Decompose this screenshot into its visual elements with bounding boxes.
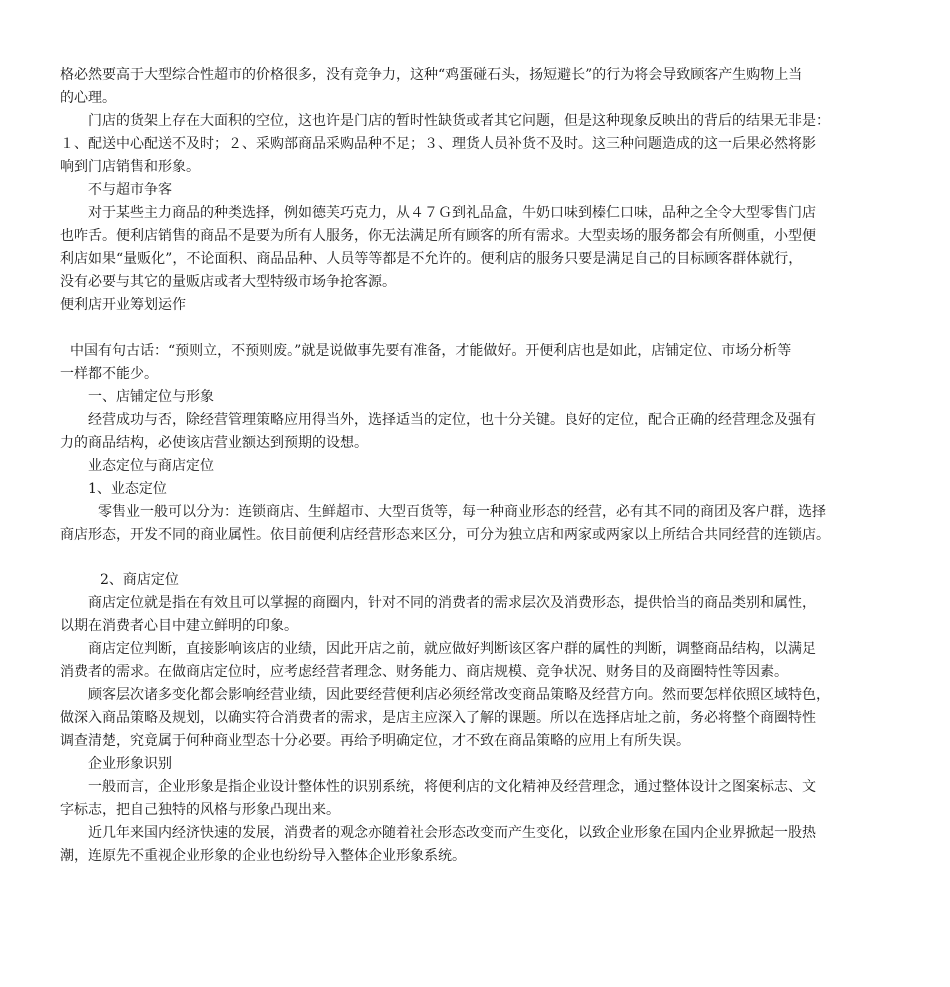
blank-line [60, 547, 912, 569]
text-line: 以期在消费者心目中建立鲜明的印象。 [60, 618, 298, 634]
section-title: 便利店开业筹划运作 [60, 297, 186, 313]
text-line: 潮，连原先不重视企业形象的企业也纷纷导入整体企业形象系统。 [60, 848, 466, 864]
text-line: 没有必要与其它的量贩店或者大型特级市场争抢客源。 [60, 274, 396, 290]
document-page [60, 64, 912, 868]
text-line: 利店如果“量贩化”，不论面积、商品品种、人员等等都是不允许的。便利店的服务只要是满足自己的目标顾客群体就行， [60, 251, 803, 267]
text-line: 门店的货架上存在大面积的空位，这也许是门店的暂时性缺货或者其它问题，但是这种现象反映出的背后的结果无非是： [88, 113, 830, 129]
text-line: 经营成功与否，除经营管理策略应用得当外，选择适当的定位，也十分关键。良好的定位，配合正确的经营理念及强有 [88, 412, 816, 428]
blank-line [60, 317, 912, 340]
text-line: 格必然要高于大型综合性超市的价格很多，没有竞争力，这种“鸡蛋碰石头，扬短避长”的行为将会导致顾客产生购物上当 [60, 67, 803, 83]
text-line: 一般而言，企业形象是指企业设计整体性的识别系统，将便利店的文化精神及经营理念，通过整体设计之图案标志、文 [88, 779, 816, 795]
text-line: 对于某些主力商品的种类选择，例如德芙巧克力，从４７Ｇ到礼品盒，牛奶口味到榛仁口味，品种之全令大型零售门店 [88, 205, 816, 221]
text-line: 顾客层次诸多变化都会影响经营业绩，因此要经营便利店必须经常改变商品策略及经营方向。然而要怎样依照区域特色， [88, 687, 830, 703]
section-heading: 1、业态定位 [88, 481, 167, 497]
text-line: 调查清楚，究竟属于何种商业型态十分必要。再给予明确定位，才不致在商品策略的应用上有所失误。 [60, 733, 690, 749]
text-line: 也咋舌。便利店销售的商品不是要为所有人服务，你无法满足所有顾客的所有需求。大型卖场的服务都会有所侧重，小型便 [60, 228, 816, 244]
text-line: 中国有句古话：“预则立，不预则废。”就是说做事先要有准备，才能做好。开便利店也是如此，店铺定位、市场分析等 [70, 343, 792, 359]
text-line: 做深入商品策略及规划，以确实符合消费者的需求，是店主应深入了解的课题。所以在选择店址之前，务必将整个商圈特性 [60, 710, 816, 726]
text-line: 商店定位判断，直接影响该店的业绩，因此开店之前，就应做好判断该区客户群的属性的判断，调整商品结构，以满足 [88, 641, 816, 657]
text-line: 消费者的需求。在做商店定位时，应考虑经营者理念、财务能力、商店规模、竞争状况、财务目的及商圈特性等因素。 [60, 664, 788, 680]
section-heading: 企业形象识别 [88, 756, 172, 772]
text-line: 响到门店销售和形象。 [60, 159, 200, 175]
text-line: 一样都不能少。 [60, 366, 158, 382]
section-heading: 2、商店定位 [100, 572, 179, 588]
text-line: 字标志，把自己独特的风格与形象凸现出来。 [60, 802, 340, 818]
text-line: 商店形态，开发不同的商业属性。依目前便利店经营形态来区分，可分为独立店和两家或两家以上所结合共同经营的连锁店。 [60, 527, 830, 543]
text-line: 力的商品结构，必使该店营业额达到预期的设想。 [60, 435, 368, 451]
text-line: 商店定位就是指在有效且可以掌握的商圈内，针对不同的消费者的需求层次及消费形态，提供恰当的商品类别和属性， [88, 595, 816, 611]
section-heading: 不与超市争客 [88, 182, 172, 198]
text-line: １、配送中心配送不及时；２、采购部商品采购品种不足；３、理货人员补货不及时。这三种问题造成的这一后果必然将影 [60, 136, 816, 152]
text-line: 的心理。 [60, 90, 116, 106]
section-heading: 一、店铺定位与形象 [88, 389, 214, 405]
text-line: 零售业一般可以分为：连锁商店、生鲜超市、大型百货等，每一种商业形态的经营，必有其不同的商团及客户群，选择 [98, 504, 826, 520]
text-line: 近几年来国内经济快速的发展，消费者的观念亦随着社会形态改变而产生变化，以致企业形象在国内企业界掀起一股热 [88, 825, 816, 841]
section-heading: 业态定位与商店定位 [88, 458, 214, 474]
